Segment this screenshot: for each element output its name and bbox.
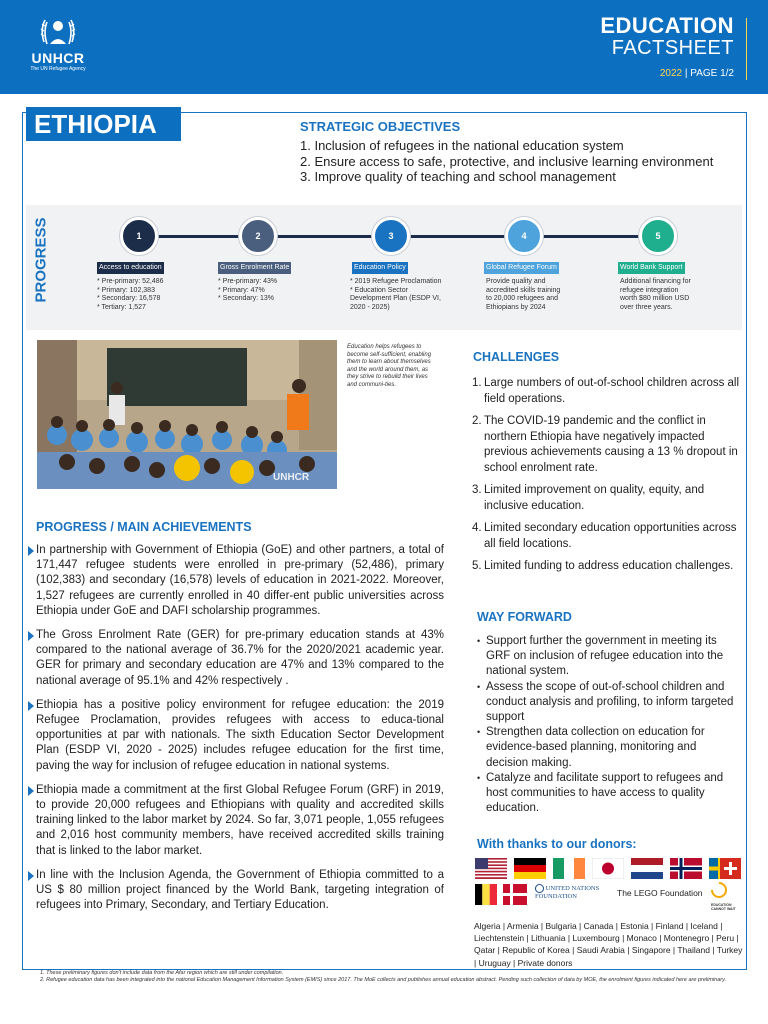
norway-flag-icon <box>670 858 702 879</box>
header-bar <box>0 0 768 94</box>
progress-step-desc: * Pre-primary: 43% * Primary: 47% * Secondary: 13% <box>218 278 278 302</box>
objective-item: 2. Ensure access to safe, protective, and inclusive learning environment <box>300 153 714 169</box>
progress-step-title: Education Policy <box>352 262 408 274</box>
challenge-number: 1. <box>472 377 482 389</box>
strategic-objectives-title: STRATEGIC OBJECTIVES <box>300 119 461 134</box>
progress-step-title: Global Refugee Forum <box>484 262 559 274</box>
ecw-logo <box>711 882 741 910</box>
lego-foundation-logo: The LEGO Foundation <box>617 888 703 898</box>
challenge-number: 2. <box>472 415 482 427</box>
progress-step-desc: * Pre-primary: 52,486 * Primary: 102,383 * Secondary: 16,578 * Tertiary: 1,527 <box>97 278 164 311</box>
progress-vertical-label <box>28 212 54 308</box>
challenge-item <box>472 414 742 476</box>
way-forward-text: Support further the government in meeting its GRF on inclusion of refugee education into the national system. <box>486 635 724 678</box>
challenge-item <box>472 521 742 552</box>
page-label: | PAGE 1/2 <box>682 68 734 79</box>
way-forward-item: • Strengthen data collection on education for evidence-based planning, monitoring and decision making. <box>477 725 739 771</box>
progress-step-title: Gross Enrolment Rate <box>218 262 291 274</box>
progress-step-4: 4 <box>505 217 543 255</box>
way-forward-list <box>477 634 739 816</box>
org-name: UNHCR <box>31 50 85 66</box>
progress-step-desc: * 2019 Refugee Proclamation * Education Sector Development Plan (ESDP VI, 2020 - 2025) <box>350 278 442 311</box>
progress-step-title: Access to education <box>97 262 164 274</box>
challenge-number: 3. <box>472 484 482 496</box>
way-forward-title: WAY FORWARD <box>477 610 572 624</box>
footnote-2: 2. Refugee education data has been integrated into the national Education Management Information System (EMIS) since 2017. The MoE collects and publishes annual education abstract. Pending such collection of data by MOE, the enrolment figures indicated here are preliminary. <box>40 976 726 983</box>
progress-step-title: World Bank Support <box>618 262 685 274</box>
way-forward-text: Strengthen data collection on education for evidence-based planning, monitoring and decision making. <box>486 726 705 769</box>
challenge-text: Large numbers of out-of-school children across all field operations. <box>484 377 740 405</box>
ecw-text: EDUCATION CANNOT WAIT <box>711 903 736 911</box>
way-forward-text: Assess the scope of out-of-school children and conduct analysis and profiling, to inform targeted support <box>486 680 734 724</box>
photo-caption: Education helps refugees to become self-sufficient, enabling them to learn about themselves and the world around them, as they strive to rebuild their lives and communi-ties. <box>347 344 432 388</box>
year-label: 2022 <box>659 68 683 79</box>
objective-item: 1. Inclusion of refugees in the national education system <box>300 138 624 153</box>
progress-step-1: 1 <box>120 217 158 255</box>
progress-step-2: 2 <box>239 217 277 255</box>
unhcr-logo[interactable] <box>26 14 90 72</box>
title-line1: EDUCATION <box>600 13 734 38</box>
challenge-number: 5. <box>472 560 482 572</box>
denmark-flag-icon <box>503 884 527 905</box>
progress-step-desc: Additional financing for refugee integration worth $80 million USD over three years. <box>620 278 691 311</box>
classroom-photo <box>37 340 337 489</box>
progress-step-5: 5 <box>639 217 677 255</box>
challenge-item <box>472 376 742 407</box>
title-line2: FACTSHEET <box>611 37 734 59</box>
achievements-list <box>28 543 444 922</box>
factsheet-title <box>600 13 734 79</box>
header-divider <box>746 18 747 80</box>
achievement-item: The Gross Enrolment Rate (GER) for pre-primary education stands at 43% compared to the national average of 36.7% for the 2020/2021 academic year. GER for primary and secondary education are 47% and 13% compared to the national average of 95.1% and 42% respectively . <box>28 628 444 689</box>
belgium-flag-icon <box>475 884 497 905</box>
challenge-text: The COVID-19 pandemic and the conflict in northern Ethiopia have negatively impacted previous achievements causing a 13 % dropout in school enrolment rate. <box>484 415 738 474</box>
org-tagline: The UN Refugee Agency <box>30 66 86 72</box>
challenges-title: CHALLENGES <box>473 350 560 364</box>
achievement-item: Ethiopia made a commitment at the first Global Refugee Forum (GRF) in 2019, to provide 20,000 refugees and Ethiopians with quality and accredited skills training linked to the labor market by 2024. So far, 3,071 people, 1,055 refugees and 2,016 host community members, have received accredited skills training that is linked to the labor market. <box>28 783 444 859</box>
way-forward-text: Catalyze and facilitate support to refugees and host communities to have access to quality education. <box>486 771 724 815</box>
achievement-item: In partnership with Government of Ethiopia (GoE) and other partners, a total of 171,447 refugee students were enrolled in pre-primary (52,486), primary (102,383) and secondary (16,578) levels of education in 2021-2022. Moreover, 1,527 refugees are currently enrolled in 40 differ-ent public universities across Ethiopia under GoE and DAFI scholarship programmes. <box>28 543 444 619</box>
achievement-item: In line with the Inclusion Agenda, the Government of Ethiopia committed to a US $ 80 million project financed by the World Bank, targeting integration of refugees into Primary, Secondary, and Tertiary Education. <box>28 868 444 914</box>
progress-label-text: PROGRESS <box>32 217 50 303</box>
challenge-text: Limited improvement on quality, equity, and inclusive education. <box>484 484 705 512</box>
switzerland-flag-icon <box>720 858 741 879</box>
strategic-objectives-list <box>300 138 713 185</box>
achievements-title: PROGRESS / MAIN ACHIEVEMENTS <box>36 520 252 534</box>
progress-step-desc: Provide quality and accredited skills training to 20,000 refugees and Ethiopians by 2024 <box>486 278 561 311</box>
globe-icon <box>535 884 544 893</box>
challenge-text: Limited secondary education opportunities across all field locations. <box>484 522 737 550</box>
photo-watermark: UNHCR <box>273 472 310 483</box>
ireland-flag-icon <box>553 858 585 879</box>
page-indicator <box>600 68 734 79</box>
way-forward-item: • Support further the government in meeting its GRF on inclusion of refugee education into the national system. <box>477 634 739 680</box>
footnotes <box>40 970 740 984</box>
unhcr-emblem-icon <box>36 14 80 48</box>
un-foundation-text: UNITED NATIONS FOUNDATION <box>535 884 600 900</box>
challenge-item <box>472 559 742 575</box>
way-forward-item: • Catalyze and facilitate support to refugees and host communities to have access to quality education. <box>477 771 739 817</box>
challenge-text: Limited funding to address education challenges. <box>484 560 734 572</box>
country-title: ETHIOPIA <box>26 107 181 141</box>
usa-flag-icon <box>475 858 507 879</box>
ecw-circle-icon <box>711 882 727 898</box>
germany-flag-icon <box>514 858 546 879</box>
footnote-1: 1. These preliminary figures don't include data from the Afar region which are still under compilation. <box>40 970 284 976</box>
netherlands-flag-icon <box>631 858 663 879</box>
un-foundation-logo <box>535 884 611 900</box>
achievement-item: Ethiopia has a positive policy environment for refugee education: the 2019 Refugee Proclamation, provides refugees with access to educa-tional opportunities at par with nationals. The sixth Education Sector Development Plan (ESDP VI, 2020 - 2025) includes refugee education for the first time, paving the way for inclusion of refugee education in national systems. <box>28 698 444 774</box>
objective-item: 3. Improve quality of teaching and school management <box>300 169 616 184</box>
donor-country-list: Algeria | Armenia | Bulgaria | Canada | Estonia | Finland | Iceland | Liechtenstein | Lithuania | Luxembourg | Monaco | Montenegro | Peru | Qatar | Republic of Korea | Saudi Arabia | Singapore | Thailand | Turkey | Uruguay | Private donors <box>474 921 743 968</box>
donors-title: With thanks to our donors: <box>477 837 637 851</box>
challenge-item <box>472 483 742 514</box>
challenge-number: 4. <box>472 522 482 534</box>
japan-flag-icon <box>592 858 624 879</box>
way-forward-item: • Assess the scope of out-of-school children and conduct analysis and profiling, to inform targeted support <box>477 680 739 726</box>
progress-step-3: 3 <box>372 217 410 255</box>
challenges-list <box>472 376 742 582</box>
